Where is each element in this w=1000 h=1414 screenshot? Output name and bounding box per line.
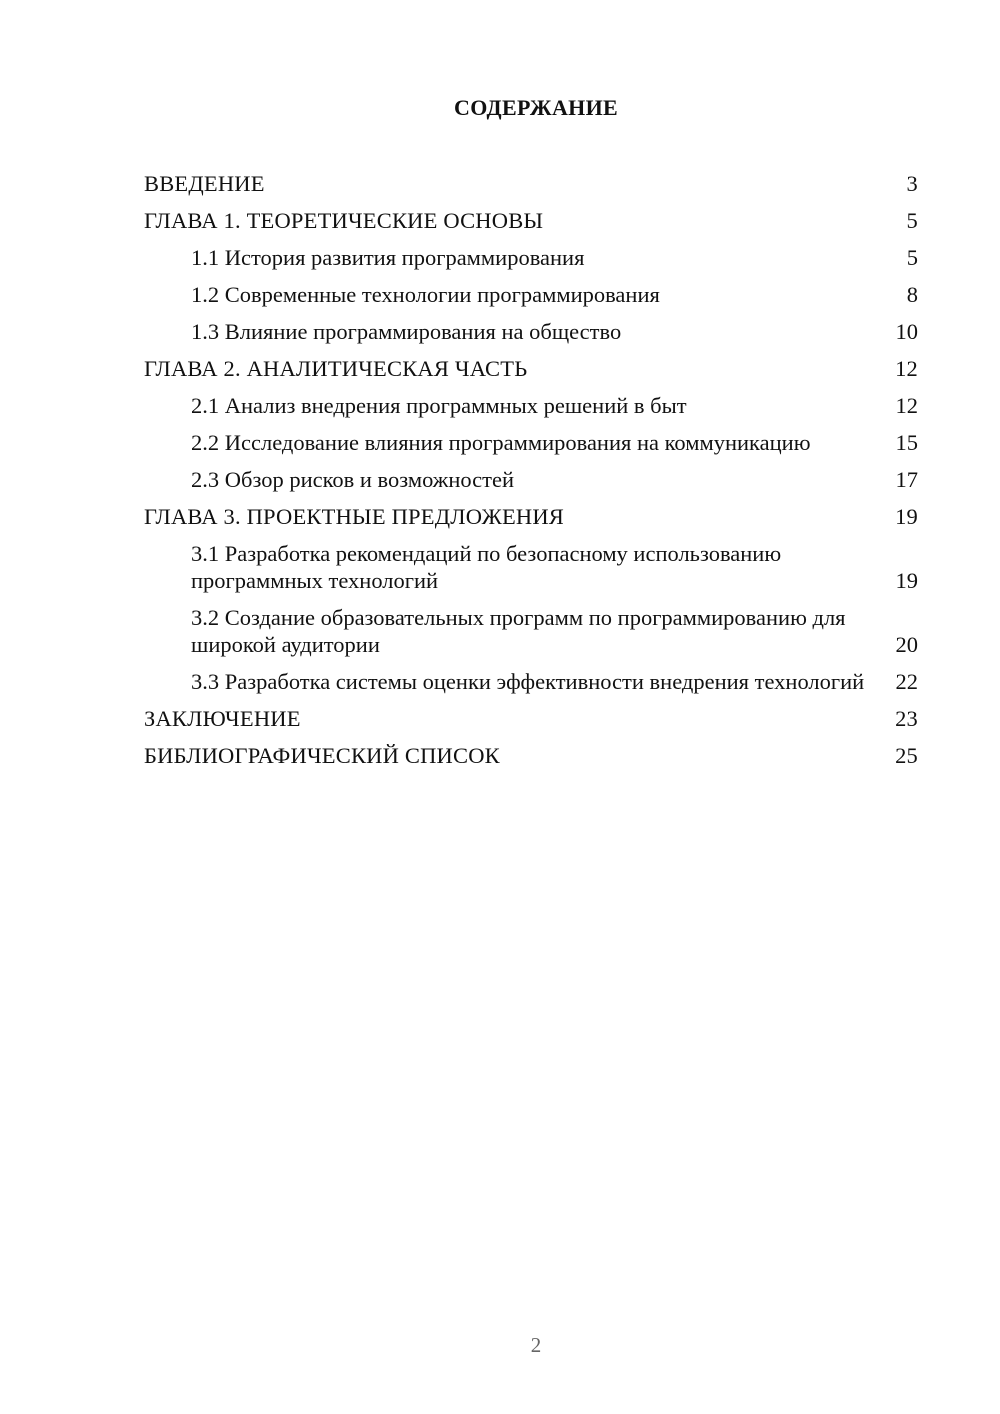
toc-entry-page: 23 <box>895 706 918 731</box>
toc-entry-page: 19 <box>895 568 918 593</box>
toc-entry-section-2-3 <box>144 466 918 493</box>
toc-entry-section-3-2 <box>144 604 918 658</box>
toc-entry-page: 19 <box>895 504 918 529</box>
toc-entry-title: 2.3 Обзор рисков и возможностей <box>191 467 515 492</box>
toc-entry-page: 15 <box>895 430 918 455</box>
toc-entry-section-2-1 <box>144 392 918 419</box>
toc-entry-section-1-1 <box>144 244 918 271</box>
toc-entry-section-3-3 <box>144 668 918 695</box>
toc-entry-page: 10 <box>895 319 918 344</box>
toc-entry-title: БИБЛИОГРАФИЧЕСКИЙ СПИСОК <box>144 743 500 768</box>
toc-entry-title: 3.2 Создание образовательных программ по программированию для широкой аудитории <box>191 605 846 657</box>
toc-entry-chapter-1 <box>144 207 918 234</box>
toc-entry-page: 22 <box>895 669 918 694</box>
toc-entry-page: 12 <box>895 356 918 381</box>
toc-entry-section-2-2 <box>144 429 918 456</box>
toc-entry-title: ГЛАВА 1. ТЕОРЕТИЧЕСКИЕ ОСНОВЫ <box>144 208 544 233</box>
toc-heading: СОДЕРЖАНИЕ <box>454 95 618 120</box>
toc-entry-title: 1.2 Современные технологии программирования <box>191 282 660 307</box>
toc-entry-title: 2.1 Анализ внедрения программных решений в быт <box>191 393 687 418</box>
toc-entry-section-1-2 <box>144 281 918 308</box>
toc-entry-page: 20 <box>895 632 918 657</box>
toc-entry-title: 1.3 Влияние программирования на общество <box>191 319 622 344</box>
toc-entry-page: 17 <box>895 467 918 492</box>
table-of-contents <box>144 170 918 779</box>
toc-entry-conclusion <box>144 705 918 732</box>
toc-entry-introduction <box>144 170 918 197</box>
toc-entry-title: 2.2 Исследование влияния программирования на коммуникацию <box>191 430 811 455</box>
toc-entry-bibliography <box>144 742 918 769</box>
toc-entry-page: 25 <box>895 743 918 768</box>
toc-entry-title: 1.1 История развития программирования <box>191 245 585 270</box>
toc-entry-title: ЗАКЛЮЧЕНИЕ <box>144 706 301 731</box>
toc-entry-page: 12 <box>895 393 918 418</box>
toc-entry-page: 8 <box>906 282 918 307</box>
toc-entry-page: 5 <box>906 208 918 233</box>
toc-entry-section-3-1 <box>144 540 918 594</box>
toc-entry-chapter-2 <box>144 355 918 382</box>
toc-entry-chapter-3 <box>144 503 918 530</box>
toc-entry-title: ВВЕДЕНИЕ <box>144 171 265 196</box>
toc-entry-title: 3.1 Разработка рекомендаций по безопасному использованию программных технологий <box>191 541 782 593</box>
toc-entry-page: 5 <box>906 245 918 270</box>
toc-entry-title: ГЛАВА 3. ПРОЕКТНЫЕ ПРЕДЛОЖЕНИЯ <box>144 504 565 529</box>
toc-entry-section-1-3 <box>144 318 918 345</box>
page-number: 2 <box>530 1333 542 1357</box>
toc-entry-title: ГЛАВА 2. АНАЛИТИЧЕСКАЯ ЧАСТЬ <box>144 356 528 381</box>
toc-entry-title: 3.3 Разработка системы оценки эффективности внедрения технологий <box>191 669 865 694</box>
toc-entry-page: 3 <box>906 171 918 196</box>
